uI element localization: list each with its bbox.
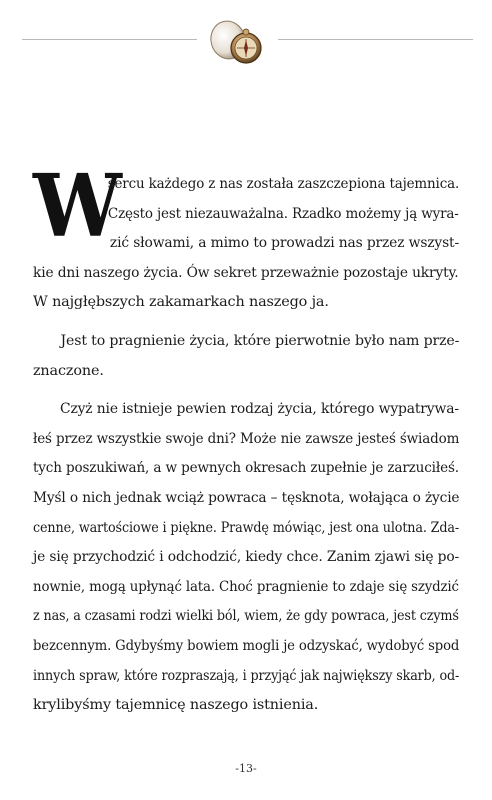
text-line: Myśl o nich jednak wciąż powraca – tęsknota, wołająca o życie <box>33 489 460 506</box>
text-line: je się przychodzić i odchodzić, kiedy chce. Zanim zjawi się po- <box>33 549 460 566</box>
text-line: bezcennym. Gdybyśmy bowiem mogli je odzyskać, wydobyć spod <box>33 637 460 654</box>
page-number: -13- <box>235 762 257 775</box>
text-line: zić słowami, a mimo to prowadzi nas przez wszyst- <box>109 235 460 252</box>
paragraph <box>33 327 459 386</box>
text-line: z nas, a czasami rodzi wielki ból, wiem, że gdy powraca, jest czymś <box>33 608 459 625</box>
text-line: tych poszukiwań, a w pewnych okresach zupełnie je zarzuciłeś. <box>33 460 459 477</box>
header-rule-left <box>22 39 197 40</box>
text-line: Często jest niezauważalna. Rzadko możemy ją wyra- <box>107 205 459 222</box>
text-line: krylibyśmy tajemnicę naszego istnienia. <box>33 697 319 714</box>
text-line: łeś przez wszystkie swoje dni? Może nie zawsze jesteś świadom <box>33 430 460 447</box>
paragraph <box>33 156 460 318</box>
paragraph <box>33 395 459 721</box>
drop-cap: W <box>33 156 122 257</box>
text-line: innych spraw, które rozpraszają, i przyjąć jak największy skarb, od- <box>33 667 460 684</box>
text-line: W najgłębszych zakamarkach naszego ja. <box>33 294 329 311</box>
pocket-compass-icon <box>204 12 274 68</box>
text-line: cenne, wartościowe i piękne. Prawdę mówiąc, jest ona ulotna. Zda- <box>33 519 460 536</box>
text-line: sercu każdego z nas została zaszczepiona tajemnica. <box>107 176 460 192</box>
text-line: znaczone. <box>33 362 104 379</box>
text-line: Jest to pragnienie życia, które pierwotnie było nam prze- <box>60 332 460 349</box>
text-line: nownie, mogą upłynąć lata. Choć pragnienie to zdaje się szydzić <box>33 578 459 595</box>
header-rule-right <box>278 39 473 40</box>
text-line: kie dni naszego życia. Ów sekret przeważnie pozostaje ukryty. <box>33 264 459 281</box>
text-line: Czyż nie istnieje pewien rodzaj życia, którego wypatrywa- <box>59 401 459 418</box>
body-text <box>33 156 460 721</box>
